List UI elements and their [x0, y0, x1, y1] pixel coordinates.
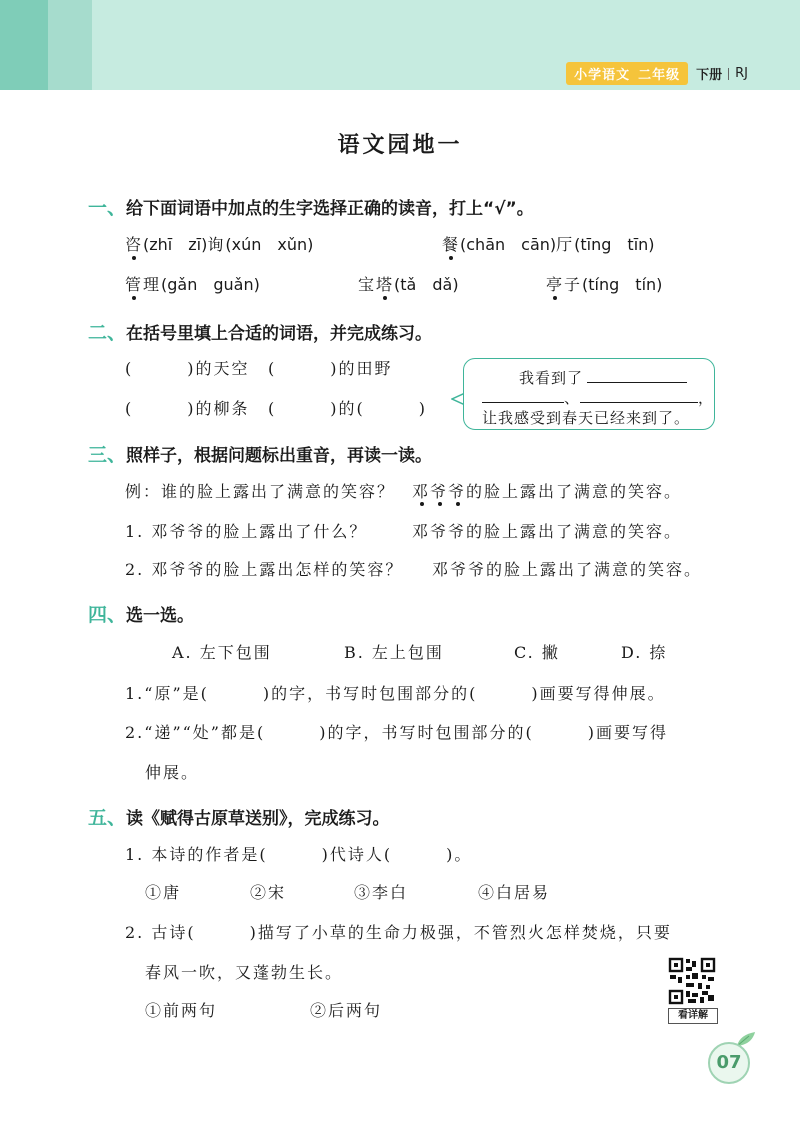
stressed-word	[412, 482, 466, 501]
header-band	[0, 0, 800, 90]
example-question: 例：谁的脸上露出了满意的笑容？	[125, 482, 396, 501]
pinyin-choice: (zhī zī)	[143, 235, 208, 254]
section-1-heading	[88, 193, 534, 220]
pinyin-choice: (tīng tīn)	[574, 235, 655, 254]
section-instruction: 照样子，根据问题标出重音，再读一读。	[126, 446, 433, 466]
subject-tag: 小学语文 二年级	[566, 62, 688, 85]
section-instruction: 读《赋得古原草送别》，完成练习。	[126, 809, 390, 829]
option-b: B. 左上包围	[344, 643, 444, 662]
answer-2: 邓爷爷的脸上露出了满意的笑容。	[432, 560, 703, 579]
dotted-char: 餐	[442, 235, 461, 254]
section-number: 五、	[88, 807, 127, 829]
pinyin-row-2c	[546, 272, 662, 295]
option-c: C. 撇	[514, 643, 560, 662]
fill-blank-willow: ( )的柳条	[125, 399, 250, 418]
option-a: A. 左下包围	[172, 643, 272, 662]
section-instruction: 在括号里填上合适的词语，并完成练习。	[126, 324, 433, 344]
header-strip-mid	[48, 0, 92, 90]
choice-4: ④白居易	[478, 883, 551, 902]
char: 厅	[556, 235, 575, 254]
pinyin-choice: (chān cān)	[460, 235, 557, 254]
pinyin-row-1b	[442, 232, 655, 255]
answer-blank	[587, 368, 687, 383]
choice-back: ②后两句	[310, 1001, 383, 1020]
book-info	[566, 62, 748, 85]
section-instruction: 选一选。	[126, 606, 195, 626]
char: 宝	[358, 275, 377, 294]
section-number: 四、	[88, 604, 127, 626]
question-1: 1.“原”是( )的字，书写时包围部分的( )画要写得伸展。	[125, 684, 666, 703]
section-4-heading	[88, 600, 194, 627]
section-number: 二、	[88, 322, 127, 344]
qr-code-icon[interactable]	[668, 957, 716, 1005]
speech-bubble	[463, 358, 715, 430]
char: 理	[143, 275, 162, 294]
bubble-text: 我看到了	[519, 369, 584, 387]
edition-label: RJ	[735, 66, 748, 81]
page-number: 07	[708, 1042, 750, 1084]
answer-blank	[482, 388, 564, 403]
bubble-line-2	[482, 387, 714, 408]
bubble-line-1	[519, 367, 687, 388]
pinyin-row-2b	[358, 272, 459, 295]
volume-label: 下册	[696, 68, 723, 83]
dotted-char: 咨	[125, 235, 144, 254]
dotted-char: 塔	[376, 275, 395, 294]
choice-2: ②宋	[250, 883, 287, 902]
dotted-char: 管	[125, 275, 144, 294]
pinyin-choice: (tíng tín)	[582, 275, 663, 294]
stressed-text: 邓爷爷	[412, 482, 467, 501]
answer-1: 邓爷爷的脸上露出了满意的笑容。	[412, 522, 683, 541]
section-5-heading	[88, 803, 390, 830]
question-2: 2.“递”“处”都是( )的字，书写时包围部分的( )画要写得	[125, 723, 668, 742]
pinyin-choice: (xún xǔn)	[225, 235, 314, 254]
fill-blank-sky: ( )的天空	[125, 359, 250, 378]
pinyin-choice: (gǎn guǎn)	[161, 275, 260, 294]
bubble-punct: 、	[564, 389, 581, 407]
question-2: 2. 邓爷爷的脸上露出怎样的笑容？	[125, 560, 404, 579]
pinyin-row-1a	[125, 232, 313, 255]
qr-caption: 看详解	[668, 1008, 718, 1024]
section-number: 一、	[88, 197, 127, 219]
fill-blank-free: ( )的( )	[268, 399, 427, 418]
option-d: D. 捺	[621, 643, 668, 662]
separator	[728, 68, 729, 80]
page-title: 语文园地一	[337, 133, 463, 158]
question-2-cont: 春风一吹，又蓬勃生长。	[145, 963, 344, 982]
section-instruction: 给下面词语中加点的生字选择正确的读音，打上“√”。	[126, 199, 534, 219]
section-number: 三、	[88, 444, 127, 466]
char: 询	[207, 235, 226, 254]
section-2-heading	[88, 318, 432, 345]
choice-1: ①唐	[145, 883, 182, 902]
question-2: 2. 古诗( )描写了小草的生命力极强，不管烈火怎样焚烧，只要	[125, 923, 672, 942]
question-2-cont: 伸展。	[145, 763, 200, 782]
pinyin-choice: (tǎ dǎ)	[394, 275, 459, 294]
question-1: 1. 本诗的作者是( )代诗人( )。	[125, 845, 473, 864]
stress-dots	[412, 500, 472, 508]
bubble-line-3: 让我感受到春天已经来到了。	[482, 409, 691, 427]
char: 子	[564, 275, 583, 294]
answer-text: 的脸上露出了满意的笑容。	[466, 482, 683, 501]
fill-blank-field: ( )的田野	[268, 359, 393, 378]
pinyin-row-2a	[125, 272, 260, 295]
bubble-punct: ，	[698, 389, 715, 407]
choice-3: ③李白	[354, 883, 409, 902]
choice-front: ①前两句	[145, 1001, 218, 1020]
answer-blank	[580, 388, 698, 403]
example-answer	[412, 479, 682, 502]
dotted-char: 亭	[546, 275, 565, 294]
question-1: 1. 邓爷爷的脸上露出了什么？	[125, 522, 368, 541]
section-3-heading	[88, 440, 432, 467]
header-strip-dark	[0, 0, 48, 90]
